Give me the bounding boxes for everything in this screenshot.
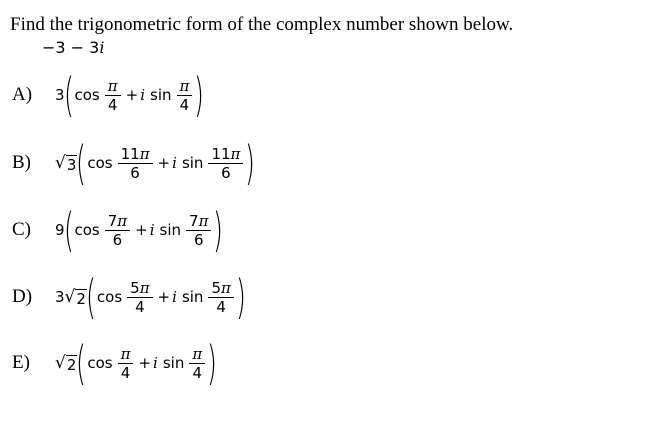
fraction: [208, 146, 243, 181]
choice-expression: [55, 138, 254, 188]
left-paren: (: [63, 203, 74, 257]
choice-expression: [55, 70, 203, 120]
fraction: [186, 213, 211, 248]
sin-label: sin: [181, 288, 204, 306]
fraction: [118, 146, 153, 181]
plus-sign: +: [138, 354, 152, 372]
right-paren: ): [194, 68, 205, 122]
answer-choice[interactable]: [0, 138, 650, 188]
cos-label: cos: [87, 154, 113, 172]
left-paren: (: [76, 336, 87, 390]
answer-choice[interactable]: [0, 70, 650, 120]
fraction-numerator: [118, 146, 153, 163]
complex-number: −3 − 3i: [42, 38, 105, 57]
square-root: [55, 353, 77, 374]
pi-symbol: π: [139, 144, 150, 163]
fraction-numerator: [105, 78, 121, 95]
fraction-denominator: 4: [105, 95, 121, 113]
choice-letter: D): [12, 286, 33, 307]
fraction-denominator: 4: [208, 297, 233, 315]
radicand: 2: [76, 289, 86, 308]
radical-sign: √: [55, 352, 66, 373]
numerator-coefficient: 11: [211, 144, 231, 163]
fraction: [208, 280, 233, 315]
pi-symbol: π: [107, 76, 118, 95]
radicand: 2: [66, 355, 77, 374]
left-paren: (: [76, 136, 87, 190]
plus-sign: +: [157, 154, 171, 172]
sin-label: sin: [162, 354, 185, 372]
pi-symbol: π: [220, 278, 231, 297]
plus-sign: +: [125, 86, 139, 104]
right-paren: ): [213, 203, 224, 257]
right-paren: ): [235, 270, 246, 324]
numerator-coefficient: 7: [107, 211, 118, 230]
fraction: [189, 346, 205, 381]
pi-symbol: π: [198, 211, 209, 230]
choice-expression: [55, 272, 245, 322]
fraction-numerator: [118, 346, 134, 363]
sin-label: sin: [159, 221, 182, 239]
coefficient: 9: [55, 221, 65, 239]
pi-symbol: π: [120, 344, 131, 363]
cos-label: cos: [74, 221, 100, 239]
numerator-coefficient: 7: [189, 211, 199, 230]
pi-symbol: π: [192, 344, 203, 363]
answer-choice[interactable]: [0, 205, 650, 255]
numerator-coefficient: 11: [120, 144, 140, 163]
fraction: [127, 280, 152, 315]
choice-letter: E): [12, 352, 30, 373]
imaginary-unit: i: [172, 154, 177, 172]
fraction-numerator: [105, 213, 130, 230]
coefficient: 3: [55, 288, 65, 306]
choice-letter: A): [12, 84, 33, 105]
numerator-coefficient: 5: [211, 278, 221, 297]
imaginary-unit: i: [140, 86, 145, 104]
fraction-denominator: 6: [118, 163, 153, 181]
fraction-denominator: 4: [189, 363, 205, 381]
cos-label: cos: [96, 288, 123, 306]
left-paren: (: [85, 270, 96, 324]
fraction: [177, 78, 193, 113]
pi-symbol: π: [230, 144, 241, 163]
radical-sign: √: [55, 152, 66, 173]
sin-label: sin: [150, 86, 172, 104]
plus-sign: +: [135, 221, 148, 239]
radicand: 3: [66, 155, 77, 174]
fraction-numerator: [177, 78, 193, 95]
square-root: [55, 153, 77, 174]
imaginary-unit: i: [153, 354, 158, 372]
fraction-denominator: 6: [105, 230, 130, 248]
fraction: [118, 346, 134, 381]
fraction-denominator: 4: [127, 297, 152, 315]
fraction-denominator: 6: [208, 163, 243, 181]
left-paren: (: [63, 68, 74, 122]
choice-letter: C): [12, 219, 31, 240]
fraction-denominator: 6: [186, 230, 211, 248]
fraction-numerator: [186, 213, 211, 230]
pi-symbol: π: [117, 211, 128, 230]
sin-label: sin: [181, 154, 204, 172]
fraction: [105, 213, 130, 248]
choice-expression: [55, 338, 216, 388]
radical-sign: √: [64, 286, 76, 307]
right-paren: ): [245, 136, 256, 190]
coefficient: 3: [55, 86, 65, 104]
fraction-denominator: 4: [118, 363, 134, 381]
cos-label: cos: [74, 86, 100, 104]
numerator-coefficient: 5: [130, 278, 140, 297]
question-text: Find the trigonometric form of the complex number shown below.: [10, 14, 514, 35]
answer-choice[interactable]: [0, 338, 650, 388]
cos-label: cos: [87, 354, 113, 372]
choice-letter: B): [12, 152, 31, 173]
pi-symbol: π: [139, 278, 150, 297]
fraction-numerator: [189, 346, 205, 363]
fraction-numerator: [208, 280, 233, 297]
fraction-numerator: [127, 280, 152, 297]
fraction-denominator: 4: [177, 95, 193, 113]
square-root: [65, 287, 87, 308]
right-paren: ): [207, 336, 218, 390]
imaginary-unit: i: [172, 288, 177, 306]
fraction: [105, 78, 121, 113]
pi-symbol: π: [179, 76, 190, 95]
plus-sign: +: [157, 288, 171, 306]
choice-expression: [55, 205, 222, 255]
imaginary-unit: i: [149, 221, 155, 239]
fraction-numerator: [208, 146, 243, 163]
answer-choice[interactable]: [0, 272, 650, 322]
